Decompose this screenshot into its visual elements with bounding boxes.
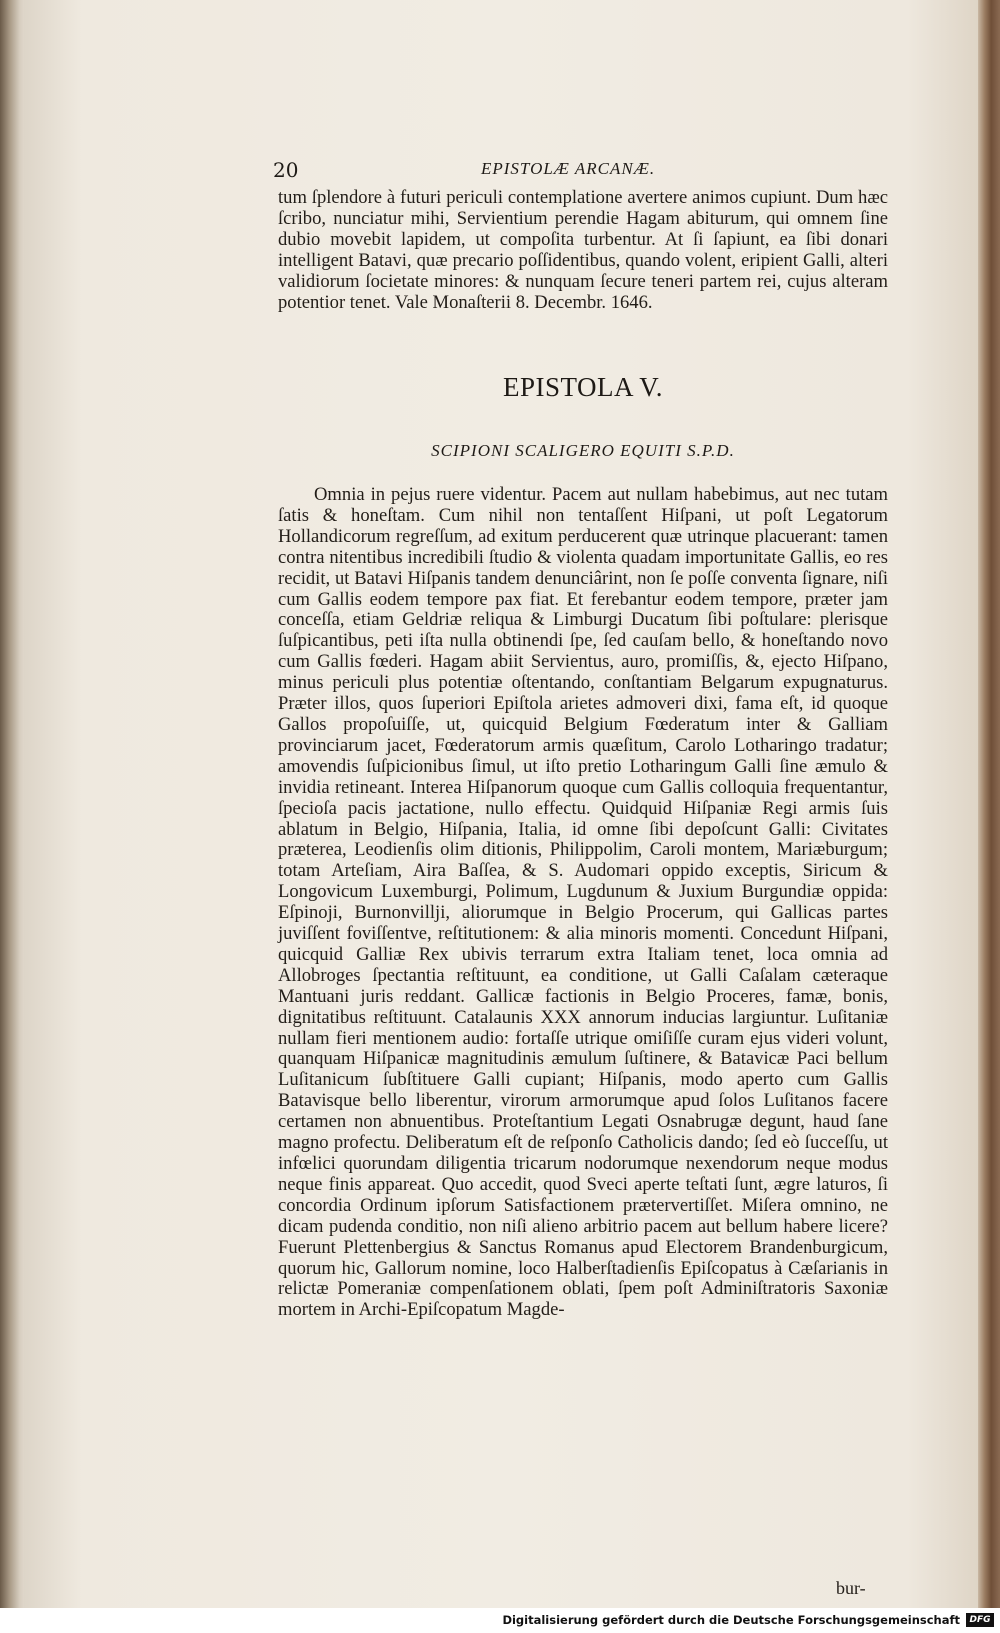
dfg-logo-icon: DFG	[966, 1613, 994, 1627]
epistle-body	[278, 485, 888, 1321]
footer-credit: Digitalisierung gefördert durch die Deutsche Forschungsgemeinschaft	[502, 1613, 960, 1627]
running-title: EPISTOLÆ ARCANÆ.	[481, 159, 656, 178]
continued-paragraph	[278, 188, 888, 313]
catchword: bur-	[836, 1578, 866, 1598]
epistle-body-text: Omnia in pejus ruere videntur. Pacem aut nullam habebimus, aut nec tutam ſatis & honeſtam. Cum nihil non tentaſſent Hiſpani, ut poſt Legatorum Hollandicorum regreſſum, ad exitum perducerent quæ utrinque placuerant: tamen contra nitentibus incredibili ſtudio & violenta quadam importunitate Gallis, eo res recidit, ut Batavi Hiſpanis tandem denunciârint, non ſe poſſe conventa ſignare, niſi cum Gallis eodem tempore pax fiat. Et ferebantur eodem tempore, præter jam conceſſa, etiam Geldriæ reliqua & Limburgi Ducatum ſibi poſtulare: plerisque ſuſpicantibus, peti iſta nulla obtinendi ſpe, ſed cauſam bello, & honeſtando novo cum Gallis fœderi. Hagam abiit Servientus, auro, promiſſis, &, ejecto Hiſpano, minus periculi plus potentiæ oſtentando, conſtantiam Belgarum expugnaturus. Præter illos, quos ſuperiori Epiſtola arietes admoveri dixi, fama eſt, id quoque Gallos propoſuiſſe, ut, quicquid Belgium Fœderatum inter & Galliam provinciarum jacet, Fœderatorum armis quæſitum, Carolo Lotharingo tradatur; amovendis ſuſpicionibus ſimul, ut iſto pretio Lotharingum Galli ſine æmulo & invidia retineant. Interea Hiſpanorum quoque cum Gallis colloquia frequentantur, ſpecioſa pacis jactatione, nullo effectu. Quidquid Hiſpaniæ Regi armis ſuis ablatum in Belgio, Hiſpania, Italia, id omne ſibi depoſcunt Galli: Civitates præterea, Leodienſis olim ditionis, Philippolim, Caroli montem, Mariæburgum; totam Arteſiam, Aira Baſſea, & S. Audomari oppido exceptis, Siricum & Longovicum Luxemburgi, Polimum, Lugdunum & Juxium Burgundiæ oppida: Eſpinoji, Burnonvillji, aliorumque in Belgio Procerum, qui Gallicas partes juviſſent foviſſentve, reſtitutionem: & alia minoris momenti. Concedunt Hiſpani, quicquid Galliæ Rex ubivis terrarum extra Italiam tenet, loca omnia ad Allobroges ſpectantia reſtituunt, ea conditione, ut Galli Caſalam cæteraque Mantuani juris reddant. Gallicæ factionis in Belgio Proceres, famæ, bonis, dignitatibus reſtituunt. Catalaunis XXX annorum inducias largiuntur. Luſitaniæ nullam fieri mentionem audio: fortaſſe utrique omiſiſſe curam ejus videri volunt, quanquam Hiſpanicæ magnitudinis æmulum ſuſtinere, & Batavicæ Paci bellum Luſitanicum ſubſtituere Galli cupiant; Hiſpanis, modo aperto cum Gallis Batavisque bello liberentur, virorum armorumque apud ſolos Luſitanos facere certamen non abnuentibus. Proteſtantium Legati Osnabrugæ degunt, haud ſane magno profectu. Deliberatum eſt de reſponſo Catholicis dando; ſed eò ſucceſſu, ut infœlici quorundam diligentia tricarum nodorumque nexendorum neque modus neque finis appareat. Quo accedit, quod Sveci aperte teſtati ſunt, ægre laturos, ſi concordia Ordinum ipſorum Satisfactionem prætervertiſſet. Miſera omnino, ne dicam pudenda conditio, non niſi alieno arbitrio pacem aut bellum habere licere? Fuerunt Plettenbergius & Sanctus Romanus apud Electorem Brandenburgicum, quorum hic, Gallorum nomine, loco Halberſtadienſis Epiſcopatus à Cæſarianis in relictæ Pomeraniæ compenſationem oblati, ſpem poſt Adminiſtratoris Saxoniæ mortem in Archi-Epiſcopatum Magde-	[278, 484, 888, 1321]
digitization-footer	[0, 1608, 1000, 1633]
epistle-addressee: SCIPIONI SCALIGERO EQUITI S.P.D.	[431, 441, 735, 460]
epistle-heading: EPISTOLA V.	[502, 372, 664, 402]
book-cover-edge-right	[978, 0, 1000, 1608]
page-number: 20	[273, 158, 299, 182]
page-header	[273, 158, 885, 182]
continued-paragraph-text: tum ſplendore à futuri periculi contemplatione avertere animos cupiunt. Dum hæc ſcribo, nunciatur mihi, Servientium perendie Hagam abiturum, qui omnem ſine dubio movebit lapidem, ut compoſita turbentur. At ſi ſapiunt, ea ſibi donari intelligent Batavi, quæ precario poſſidentibus, quando volent, eripient Galli, alteri validiorum ſocietate minores: & nunquam ſecure teneri partem rei, cujus alteram potentior tenet. Vale Monaſterii 8. Decembr. 1646.	[278, 187, 888, 313]
